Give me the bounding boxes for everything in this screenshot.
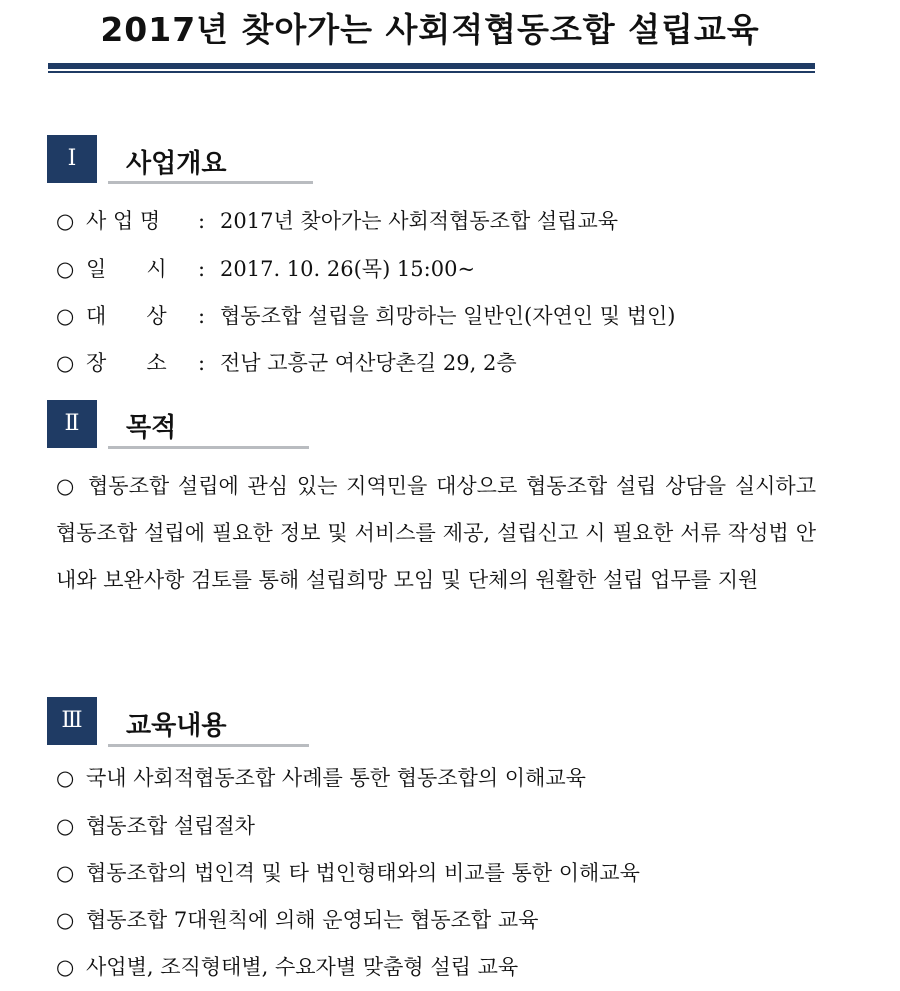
row-colon: : [198, 257, 206, 281]
section-1-number: Ⅰ [47, 135, 97, 183]
bullet-icon: ○ [56, 209, 75, 233]
purpose-text: 협동조합 설립에 관심 있는 지역민을 대상으로 협동조합 설립 상담을 실시하고 협동조합 설립에 필요한 정보 및 서비스를 제공, 설립신고 시 필요한 서류 작성법 안내와 보완사항 검토를 통해 설립희망 모임 및 단체의 원활한 설립 업무를 지원 [56, 474, 816, 592]
section-1-title: 사업개요 [126, 149, 227, 179]
row-colon: : [198, 304, 206, 328]
bullet-icon: ○ [56, 257, 75, 281]
row-value: 2017년 찾아가는 사회적협동조합 설립교육 [220, 209, 619, 233]
row-colon: : [198, 351, 206, 375]
curriculum-item [56, 762, 586, 792]
bullet-icon: ○ [56, 474, 75, 498]
overview-row-target [56, 300, 675, 330]
section-3-underline [108, 744, 309, 747]
curriculum-text: 협동조합 7대원칙에 의해 운영되는 협동조합 교육 [86, 908, 539, 932]
overview-row-datetime [56, 253, 475, 283]
bullet-icon: ○ [56, 351, 75, 375]
overview-row-place [56, 347, 517, 377]
curriculum-text: 국내 사회적협동조합 사례를 통한 협동조합의 이해교육 [86, 766, 586, 790]
overview-row-name [56, 205, 618, 235]
section-2-title: 목적 [126, 413, 177, 443]
curriculum-text: 사업별, 조직형태별, 수요자별 맞춤형 설립 교육 [86, 955, 519, 979]
curriculum-text: 협동조합 설립절차 [86, 814, 255, 838]
document-title: 2017년 찾아가는 사회적협동조합 설립교육 [100, 10, 760, 49]
section-1-underline [108, 181, 313, 184]
row-value: 전남 고흥군 여산당촌길 29, 2층 [220, 351, 517, 375]
bullet-icon: ○ [56, 766, 75, 790]
row-label: 대 상 [86, 304, 167, 328]
title-rule-thick [48, 63, 815, 69]
row-label: 장 소 [86, 351, 167, 375]
section-2-underline [108, 446, 309, 449]
row-label: 일 시 [86, 257, 167, 281]
bullet-icon: ○ [56, 814, 75, 838]
row-colon: : [198, 209, 206, 233]
curriculum-text: 협동조합의 법인격 및 타 법인형태와의 비교를 통한 이해교육 [86, 861, 640, 885]
row-value: 2017. 10. 26(목) 15:00~ [220, 257, 476, 281]
purpose-paragraph [56, 463, 816, 604]
curriculum-item [56, 857, 640, 887]
bullet-icon: ○ [56, 861, 75, 885]
curriculum-item [56, 951, 518, 981]
title-rule-thin [48, 71, 815, 73]
bullet-icon: ○ [56, 908, 75, 932]
row-label: 사 업 명 [86, 209, 161, 233]
curriculum-item [56, 904, 538, 934]
row-value: 협동조합 설립을 희망하는 일반인(자연인 및 법인) [220, 304, 676, 328]
section-3-title: 교육내용 [126, 711, 227, 741]
bullet-icon: ○ [56, 955, 75, 979]
bullet-icon: ○ [56, 304, 75, 328]
curriculum-item [56, 810, 255, 840]
section-2-number: Ⅱ [47, 400, 97, 448]
section-3-number: Ⅲ [47, 697, 97, 745]
